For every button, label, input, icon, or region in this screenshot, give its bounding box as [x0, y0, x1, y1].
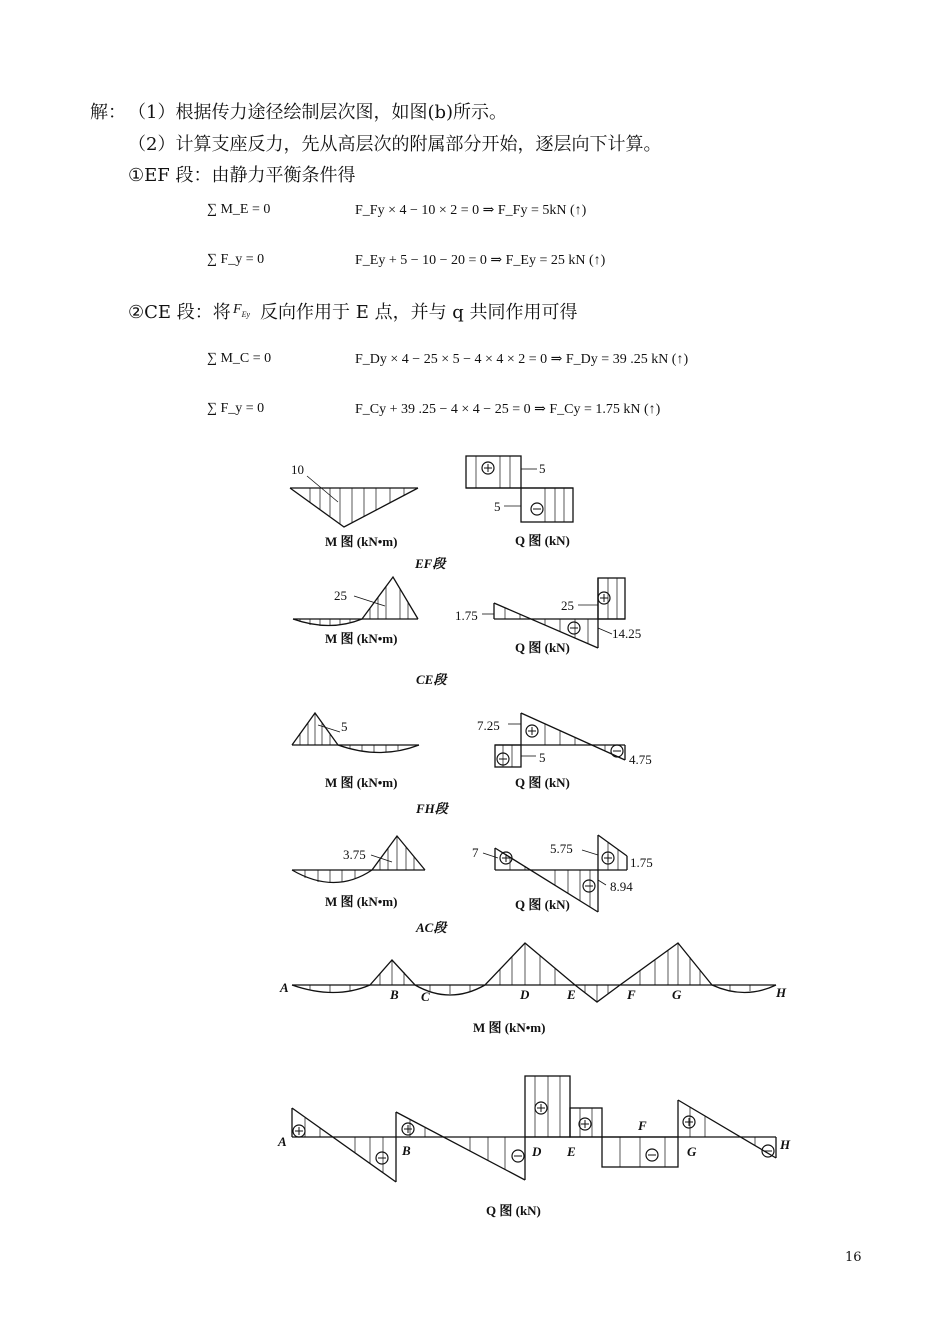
- ac-segment-label: AC段: [416, 920, 447, 935]
- plus-sign-icon: [402, 1123, 414, 1135]
- full-q-caption: Q 图 (kN): [486, 1203, 541, 1218]
- minus-sign-icon: [568, 622, 580, 634]
- ce-moment-diagram: [293, 577, 418, 626]
- plus-sign-icon: [683, 1116, 695, 1128]
- full-moment-diagram: [292, 943, 776, 1002]
- minus-sign-icon: [646, 1149, 658, 1161]
- full-q-point-h: H: [780, 1137, 791, 1152]
- ce-q-mid-label: 25: [561, 598, 574, 613]
- step-1-text: （1）根据传力途径绘制层次图，如图(b)所示。: [128, 102, 508, 123]
- part-2-symbol: $F_{Ey}$: [233, 302, 250, 319]
- equation-3-condition: ∑ M_C = 0: [207, 351, 272, 366]
- fh-q-mid-label: 5: [539, 750, 546, 765]
- full-m-point-f: F: [627, 987, 636, 1002]
- full-shear-diagram: [292, 1076, 776, 1182]
- fh-q-right-label: 4.75: [629, 752, 652, 767]
- full-q-point-g: G: [687, 1144, 697, 1159]
- equation-2-body: F_Ey + 5 − 10 − 20 = 0 ⇒ F_Ey = 25 kN (↑): [355, 253, 606, 268]
- ac-q-right-label: 1.75: [630, 855, 653, 870]
- full-m-point-e: E: [567, 987, 576, 1002]
- fh-segment-label: FH段: [416, 801, 448, 816]
- ce-m-label: 25: [334, 588, 347, 603]
- equation-4-condition: ∑ F_y = 0: [207, 401, 265, 416]
- equation-2-condition: ∑ F_y = 0: [207, 252, 265, 267]
- full-m-point-g: G: [672, 987, 682, 1002]
- part-1-heading: ①EF 段：由静力平衡条件得: [128, 165, 356, 186]
- ac-q-left-label: 7: [472, 845, 479, 860]
- minus-sign-icon: [376, 1152, 388, 1164]
- full-m-point-c: C: [421, 989, 430, 1004]
- minus-sign-icon: [531, 503, 543, 515]
- minus-sign-icon: [512, 1150, 524, 1162]
- ef-segment-label: EF段: [415, 556, 446, 571]
- page-number: 16: [845, 1250, 862, 1265]
- equation-1-body: F_Fy × 4 − 10 × 2 = 0 ⇒ F_Fy = 5kN (↑): [355, 203, 587, 218]
- fh-m-label: 5: [341, 719, 348, 734]
- solution-prefix: 解：: [90, 102, 126, 123]
- ce-m-caption: M 图 (kN•m): [325, 631, 398, 646]
- full-m-caption: M 图 (kN•m): [473, 1020, 546, 1035]
- ac-q-low-label: 8.94: [610, 879, 633, 894]
- plus-sign-icon: [482, 462, 494, 474]
- plus-sign-icon: [293, 1125, 305, 1137]
- ef-m-label: 10: [291, 462, 304, 477]
- ce-q-right-label: 14.25: [612, 626, 642, 641]
- full-q-point-b: B: [402, 1143, 411, 1158]
- ef-q-top-label: 5: [539, 461, 546, 476]
- plus-sign-icon: [526, 725, 538, 737]
- fh-q-caption: Q 图 (kN): [515, 775, 570, 790]
- ce-shear-diagram: [482, 578, 625, 648]
- full-m-point-h: H: [776, 985, 787, 1000]
- fh-shear-diagram: [495, 713, 625, 767]
- full-q-point-a: A: [278, 1134, 287, 1149]
- step-2-text: （2）计算支座反力，先从高层次的附属部分开始，逐层向下计算。: [128, 134, 662, 155]
- ef-q-caption: Q 图 (kN): [515, 533, 570, 548]
- full-m-point-b: B: [390, 987, 399, 1002]
- ce-segment-label: CE段: [416, 672, 447, 687]
- part-2-heading-b: 反向作用于 E 点，并与 q 共同作用可得: [260, 302, 578, 323]
- ac-m-label: 3.75: [343, 847, 366, 862]
- ef-q-bottom-label: 5: [494, 499, 501, 514]
- ac-m-caption: M 图 (kN•m): [325, 894, 398, 909]
- ac-q-caption: Q 图 (kN): [515, 897, 570, 912]
- ef-m-caption: M 图 (kN•m): [325, 534, 398, 549]
- plus-sign-icon: [535, 1102, 547, 1114]
- plus-sign-icon: [579, 1118, 591, 1130]
- minus-sign-icon: [583, 880, 595, 892]
- ef-moment-diagram: [290, 476, 418, 527]
- full-q-point-d: D: [532, 1144, 542, 1159]
- full-m-point-a: A: [280, 980, 289, 995]
- fh-moment-diagram: [292, 713, 419, 753]
- full-q-point-f: F: [638, 1118, 647, 1133]
- full-q-point-e: E: [567, 1144, 576, 1159]
- minus-sign-icon: [611, 745, 623, 757]
- equation-4-body: F_Cy + 39 .25 − 4 × 4 − 25 = 0 ⇒ F_Cy = 1.75 kN (↑): [355, 402, 661, 417]
- ce-q-caption: Q 图 (kN): [515, 640, 570, 655]
- fh-m-caption: M 图 (kN•m): [325, 775, 398, 790]
- full-m-point-d: D: [520, 987, 530, 1002]
- equation-3-body: F_Dy × 4 − 25 × 5 − 4 × 4 × 2 = 0 ⇒ F_Dy = 39 .25 kN (↑): [355, 352, 689, 367]
- fh-q-top-label: 7.25: [477, 718, 500, 733]
- ac-q-mid-label: 5.75: [550, 841, 573, 856]
- ce-q-left-label: 1.75: [455, 608, 478, 623]
- equation-1-condition: ∑ M_E = 0: [207, 202, 271, 217]
- part-2-heading-a: ②CE 段：将: [128, 302, 231, 323]
